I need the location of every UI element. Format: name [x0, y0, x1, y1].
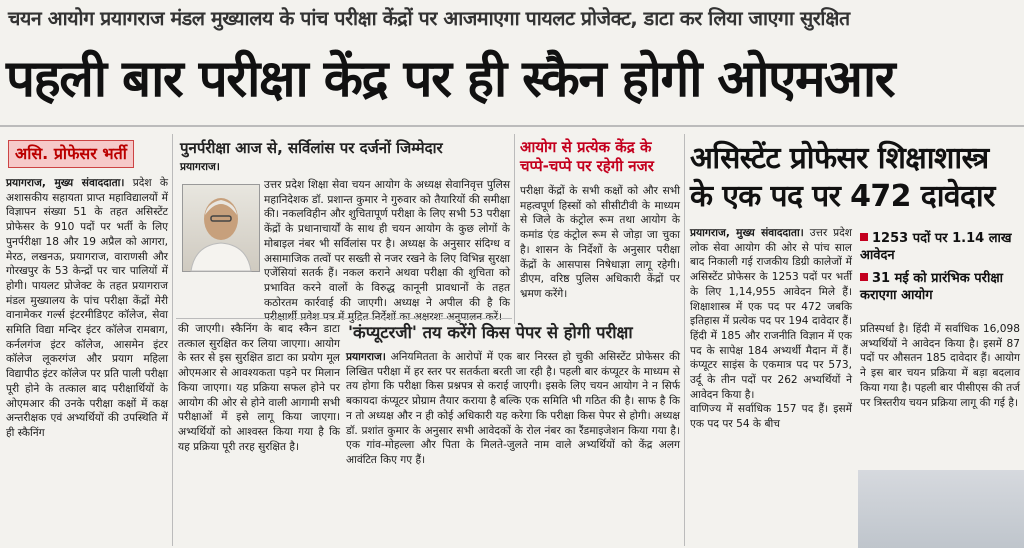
column-divider — [684, 134, 685, 546]
right-text-left: उत्तर प्रदेश लोक सेवा आयोग की ओर से पांच साल बाद निकाली गई राजकीय डिग्री कालेजों में असिस्टेंट प्रोफेसर के 1253 पदों पर भर्ती के लिए 1,14,955 आवेदन मिले हैं। शिक्षाशास्त्र में एक पद पर 472 जबकि इतिहास में प्रत्येक पद पर 194 दावेदार हैं। हिंदी में 185 और राजनीति विज्ञान में एक पद के सापेक्ष 184 अभ्यर्थी मैदान में हैं। कंप्यूटर साइंस के एकमात्र पद पर 573, उर्दू के तीन पदों पर 262 अभ्यर्थियों ने आवेदन किया है। — [690, 227, 852, 401]
computer-text: अनियमितता के आरोपों में एक बार निरस्त हो चुकी असिस्टेंट प्रोफेसर की लिखित परीक्षा में हर स्तर पर सतर्कता बरती जा रही है। पहली बार कंप्यूटर के माध्यम से तय होगा कि परीक्षा किस प्रश्नपत्र से कराई जाएगी। इसके लिए चयन आयोग ने न सिर्फ बकायदा कंप्यूटर प्रोग्राम तैयार कराया है बल्कि एक समिति भी गठित की है। साफ है कि न तो अध्यक्ष और न ही कोई अधिकारी यह करेगा कि परीक्षा किस पेपर से होगी। अध्यक्ष डॉ. प्रशांत कुमार के अनुसार सभी आवेदकों के रोल नंबर का रैंडमाइजेशन किया गया है। एक गांव-मोहल्ला और पिता के मिलते-जुलते नाम वाले अभ्यर्थियों को केंद्र अलग आवंटित किए गए हैं। — [346, 351, 680, 466]
column-divider — [514, 134, 515, 324]
cctv-subhead: आयोग से प्रत्येक केंद्र के चप्पे-चप्पे पर रहेगी नजर — [520, 138, 654, 175]
right-article-left — [690, 226, 852, 544]
main-headline: पहली बार परीक्षा केंद्र पर ही स्कैन होगी ओएमआर — [6, 50, 895, 109]
section-label: असि. प्रोफेसर भर्ती — [8, 140, 134, 168]
red-square-icon — [860, 233, 868, 241]
headline-divider — [0, 125, 1024, 127]
person-icon — [183, 185, 259, 271]
highlight-box — [860, 230, 1020, 312]
surveillance-subhead: पुनर्परीक्षा आज से, सर्विलांस पर दर्जनों जिम्मेदार — [180, 139, 443, 157]
right-dateline: प्रयागराज, मुख्य संवाददाता। — [690, 227, 804, 239]
col1-dateline: प्रयागराज, मुख्य संवाददाता। — [6, 177, 125, 189]
col1-text: प्रदेश के अशासकीय सहायता प्राप्त महाविद्यालयों में विज्ञापन संख्या 51 के तहत असिस्टेंट प्रोफेसर के 910 पदों पर भर्ती के लिए पुनर्परीक्षा 18 और 19 अप्रैल को आगरा, मेरठ, लखनऊ, प्रयागराज, वाराणसी और गोरखपुर के 53 केन्द्रों पर चार पालियों में होगी। पायलट प्रोजेक्ट के तहत प्रयागराज मंडल मुख्यालय के पांच परीक्षा केंद्रों मेरी वानामेकर गर्ल्स इंटरमीडिएट कॉलेज, सेवा समिति विद्या मन्दिर इंटर कॉलेज रामबाग, कर्नलगंज इंटर कॉलेज, आसमेन इंटर कॉलेज लूकरगंज और प्रयाग महिला विद्यापीठ इंटर कॉलेज पर प्रति पाली परीक्षा पूरी होने के तत्काल बाद परीक्षार्थियों के ओएमआर की उनके परीक्षा कक्षों में कक्ष अन्तरीक्षक एवं अभ्यर्थियों की उपस्थिति में ही स्कैनिंग — [6, 177, 168, 439]
col2-dateline: प्रयागराज। — [180, 161, 220, 173]
col2-divider — [176, 318, 512, 319]
col1-article — [6, 176, 168, 544]
red-square-icon — [860, 273, 868, 281]
column-divider — [172, 134, 173, 546]
kicker-headline: चयन आयोग प्रयागराज मंडल मुख्यालय के पांच परीक्षा केंद्रों पर आजमाएगा पायलट प्रोजेक्ट, डाटा कर लिया जाएगा सुरक्षित — [8, 7, 850, 30]
highlight-item — [860, 230, 1020, 264]
right-headline: असिस्टेंट प्रोफेसर शिक्षाशास्त्र के एक पद पर 472 दावेदार — [690, 141, 995, 214]
col3-text: परीक्षा केंद्रों के सभी कक्षों को और सभी महत्वपूर्ण हिस्सों को सीसीटीवी के माध्यम से जिले के कंट्रोल रूम तथा आयोग के कमांड एंड कंट्रोल रूम से जोड़ा जा चुका है। शासन के निर्देशों के अनुसार परीक्षा केंद्रों के आसपास निषेधाज्ञा लागू रहेगी। डीएम, वरिष्ठ पुलिस अधिकारी केंद्रों पर भ्रमण करेंगे। — [520, 185, 680, 300]
col2-text-bottom: की जाएगी। स्कैनिंग के बाद स्कैन डाटा तत्काल सुरक्षित कर लिया जाएगा। आयोग के स्तर से इस सुरक्षित डाटा का प्रयोग मूल ओएमआर से आवश्यकता पड़ने पर मिलान किया जाएगा। यह प्रक्रिया सफल होने पर आयोग की ओर से होने वाली आगामी सभी परीक्षाओं में इसे लागू किया जाएगा। अभ्यर्थियों को आश्वस्त किया गया है कि यह प्रक्रिया पूरी तरह सुरक्षित है। — [178, 323, 340, 453]
computer-subhead: 'कंप्यूटरजी' तय करेंगे किस पेपर से होगी परीक्षा — [348, 323, 633, 342]
chairman-photo — [182, 184, 260, 272]
computer-article — [346, 350, 680, 544]
computer-dateline: प्रयागराज। — [346, 351, 386, 363]
col2-dateline-line — [180, 160, 510, 174]
right-text-left2: वाणिज्य में सर्वाधिक 157 पद हैं। इसमें एक पद पर 54 के बीच — [690, 403, 852, 431]
highlight-item — [860, 270, 1020, 304]
right-text-right: प्रतिस्पर्धा है। हिंदी में सर्वाधिक 16,098 अभ्यर्थियों ने आवेदन किया है। इसमें 87 पदों पर औसतन 185 दावेदार हैं। आयोग ने इस बार चयन प्रक्रिया में बड़ा बदलाव किया गया है। पहली बार पीसीएस की तर्ज पर त्रिस्तरीय चयन प्रक्रिया लागू की गई है। — [860, 323, 1020, 409]
highlight-text: 31 मई को प्रारंभिक परीक्षा कराएगा आयोग — [860, 271, 1004, 303]
col2-text-top: उत्तर प्रदेश शिक्षा सेवा चयन आयोग के अध्यक्ष सेवानिवृत्त पुलिस महानिदेशक डॉ. प्रशान्त कुमार ने गुरुवार को तैयारियों की समीक्षा की। नकलविहीन और शुचितापूर्ण परीक्षा के लिए सभी 53 परीक्षा केंद्रों के प्रधानाचार्यों के साथ ही चयन आयोग के कुछ लोगों के मोबाइल नंबर भी सर्विलांस पर है। अध्यक्ष के अनुसार संदिग्ध व असामाजिक तत्वों पर सख्ती से नजर रखने के लिए विभिन्न सुरक्षा एजेंसियां सतर्क हैं। नकल कराने अथवा परीक्षा की शुचिता को प्रभावित करने वालों के विरुद्ध कानूनी प्रावधानों के तहत कठोरतम कार्रवाई की जाएगी। अध्यक्ष ने अपील की है कि — [264, 179, 510, 309]
highlight-text: 1253 पदों पर 1.14 लाख आवेदन — [860, 231, 1012, 263]
adjacent-image — [858, 470, 1024, 548]
